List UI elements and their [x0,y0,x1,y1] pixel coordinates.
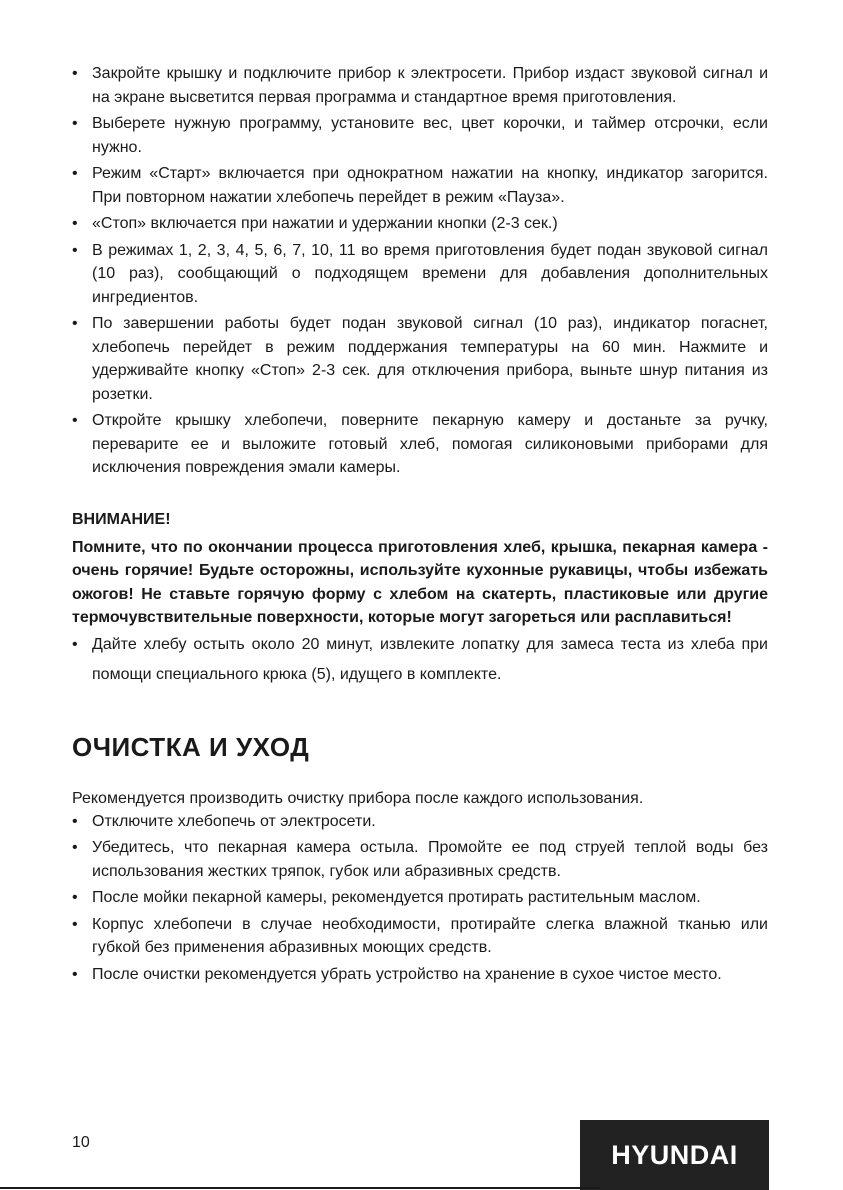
brand-logo [580,1120,769,1190]
list-item: • Закройте крышку и подключите прибор к электросети. Прибор издаст звуковой сигнал и на экране высветится первая программа и стандартное время приготовления. [72,62,768,109]
list-item: • После мойки пекарной камеры, рекомендуется протирать растительным маслом. [72,886,768,910]
list-item: • По завершении работы будет подан звуковой сигнал (10 раз), индикатор погаснет, хлебопечь перейдет в режим поддержания температуры на 60 мин. Нажмите и удерживайте кнопку «Стоп» 2-3 сек. для отключения прибора, выньте шнур питания из розетки. [72,312,768,406]
list-item: • Дайте хлебу остыть около 20 минут, извлеките лопатку для замеса теста из хлеба при помощи специального крюка (5), идущего в комплекте. [72,630,768,690]
list-item: • Корпус хлебопечи в случае необходимости, протирайте слегка влажной тканью или губкой без применения абразивных моющих средств. [72,913,768,960]
list-item: • После очистки рекомендуется убрать устройство на хранение в сухое чистое место. [72,963,768,987]
brand-logo-text: HYUNDAI [611,1139,738,1170]
list-item: • Выберете нужную программу, установите вес, цвет корочки, и таймер отсрочки, если нужно. [72,112,768,159]
section-title: ОЧИСТКА И УХОД [72,731,310,762]
list-item: • Режим «Старт» включается при однократном нажатии на кнопку, индикатор загорится. При повторном нажатии хлебопечь перейдет в режим «Пауза». [72,162,768,209]
page-number: 10 [72,1134,90,1151]
list-item: • В режимах 1, 2, 3, 4, 5, 6, 7, 10, 11 во время приготовления будет подан звуковой сигнал (10 раз), сообщающий о подходящем времени для добавления дополнительных ингредиентов. [72,239,768,310]
list-item: • Откройте крышку хлебопечи, поверните пекарную камеру и достаньте за ручку, переварите ее и выложите готовый хлеб, помогая силиконовыми приборами для исключения повреждения эмали камеры. [72,409,768,480]
section-intro: Рекомендуется производить очистку прибора после каждого использования. [72,789,644,807]
list-item: • «Стоп» включается при нажатии и удержании кнопки (2-3 сек.) [72,212,768,236]
warning-text: Помните, что по окончании процесса приготовления хлеб, крышка, пекарная камера - очень горячие! Будьте осторожны, используйте кухонные рукавицы, чтобы избежать ожогов! Не ставьте горячую форму с хлебом на скатерть, пластиковые или другие термочувствительные поверхности, которые могут загореться или расплавиться! [72,538,768,626]
after-warning-list [72,630,768,690]
care-steps-list [72,810,768,987]
list-item: • Отключите хлебопечь от электросети. [72,810,768,834]
page-content [72,62,768,989]
footer-divider [0,1187,600,1189]
warning-title: ВНИМАНИЕ! [72,510,171,528]
list-item: • Убедитесь, что пекарная камера остыла. Промойте ее под струей теплой воды без использования жестких тряпок, губок или абразивных средств. [72,836,768,883]
operation-steps-list [72,62,768,480]
